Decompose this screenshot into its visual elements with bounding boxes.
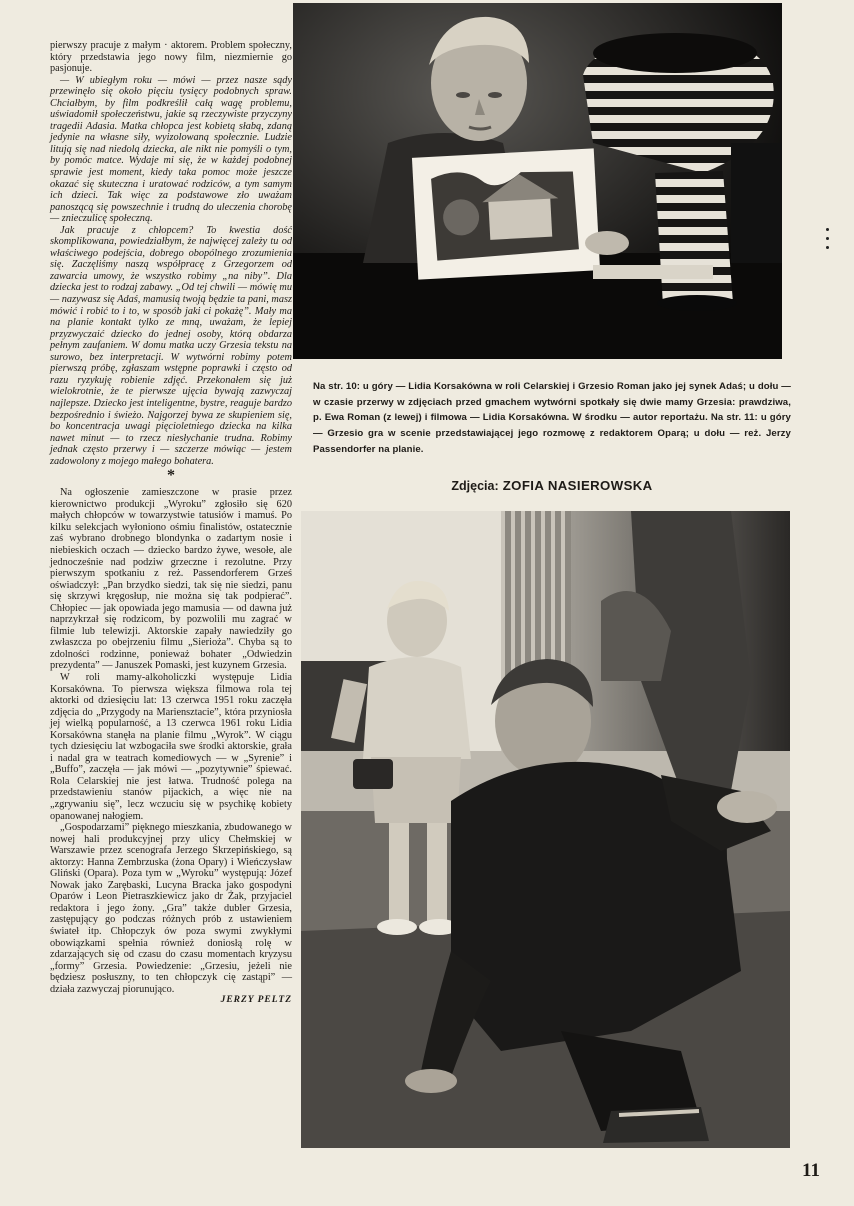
photo-boy-with-drawing [293,3,782,359]
photo-credit-label: Zdjęcia: [451,479,499,493]
article-paragraph: „Gospodarzami” pięknego mieszkania, zbudowanego w nowej hali produkcyjnej przy ulicy Chełmskiej w Warszawie przez scenografa Jerzego Skrzepińskiego, są aktorzy: Hanna Zembrzuska (żona Opary) i Wieńczysław Gliński (Opara). Poza tym w „Wyroku” występują: Józef Nowak jako Zarębaski, Lucyna Bracka jako gospodyni Oparów i Leon Pietraszkiewicz jako dr Żak, przyjaciel redaktora i jego żony. „Gra” także dubler Grzesia, zastępujący go podczas różnych prób z ustawieniem świateł itp. Chłopczyk ów poza swymi zwykłymi obowiązkami spełnia również doniosłą rolę w zdarzających się od czasu do czasu momentach kryzysu „formy” Grzesia. Powiedzenie: „Grzesiu, jeżeli nie będziesz posłuszny, to ten chłopczyk cię zastąpi” — działa zazwyczaj piorunująco. [50,822,292,995]
article-paragraph: pierwszy pracuje z małym · aktorem. Problem społeczny, który przedstawia jego nowy film, niezmiernie go pasjonuje. [50,40,292,75]
author-signature: JERZY PELTZ [220,995,292,1006]
article-paragraph: — W ubiegłym roku — mówi — przez nasze sądy przewinęło się około pięciu tysięcy podobnych spraw. Chciałbym, by film podkreślił całą wagę problemu, uświadomił społeczeństwu, jakie są rzeczywiste przyczyny tragedii Adasia. Matka chłopca jest kobietą słabą, zdaną jedynie na własne siły, wyizolowaną społecznie. Ludzie litują się nad niedolą dziecka, ale nikt nie pomyśli o tym, by pomóc matce. Wydaje mi się, że w każdej podobnej sprawie jest moment, kiedy taka pomoc może jeszcze okazać się skuteczna i uratować rodziców, a tym samym ich dzieci. Tak więc za podstawowe zło uważam panoszącą się powszechnie i trudną do uleczenia chorobę — znieczulicę społeczną. [50,74,292,225]
margin-marks [826,228,830,255]
section-separator: * [167,467,175,485]
photo-director-on-set [301,511,790,1148]
photo-credit-name: ZOFIA NASIEROWSKA [502,478,653,493]
page-number: 11 [802,1160,820,1181]
photo-credit [313,478,791,493]
article-paragraph: Jak pracuje z chłopcem? To kwestia dość skomplikowana, powiedziałbym, że najwięcej zależy tu od właściwego podejścia, dobrego obopólnego zrozumienia się. Zaczęliśmy naszą współpracę z Grzegorzem od zawarcia umowy, że wszystko robimy „na niby”. Dla dziecka jest to rodzaj zabawy. „Od tej chwili — mówię mu — nazywasz się Adaś, mamusią twoją będzie ta pani, masz mówić i robić to i to, w sposób jaki ci pokażę”. Mały ma na planie kontakt tylko ze mną, uważam, że lepiej przyzwyczaić dziecko do jednej osoby, którą obdarza pełnym zaufaniem. W domu matka uczy Grzesia tekstu na surowo, bez interpretacji. W wytwórni robimy potem pierwszą próbę, zgłaszam wstępne poprawki i często od razu ryzykuję robienie zdjęć. Przekonałem się już wielokrotnie, że te pierwsze ujęcia bywają zazwyczaj najlepsze. Dziecko jest inteligentne, bystre, reaguje bardzo bezpośrednio i świeżo. Najgorzej bywa ze skupieniem się, bo koncentracja uwagi pięcioletniego dziecka na kilka nawet minut — to rzecz niesłychanie trudna. Robimy jednak często przerwy i — szczerze mówiąc — jestem zadowolony z mojego małego bohatera. [50,224,292,467]
article-text-column [50,40,292,1007]
photo-caption: Na str. 10: u góry — Lidia Korsakówna w roli Celarskiej i Grzesio Roman jako jej synek Adaś; u dołu — w czasie przerwy w zdjęciach przed gmachem wytwórni spotkały się dwie mamy Grzesia: prawdziwa, p. Ewa Roman (z lewej) i filmowa — Lidia Korsakówna. W środku — autor reportażu. Na str. 11: u góry — Grzesio gra w scenie przedstawiającej jego rozmowę z redaktorem Oparą; u dołu — reż. Jerzy Passendorfer na planie. [313,381,791,455]
article-paragraph: W roli mamy-alkoholiczki występuje Lidia Korsakówna. To pierwsza większa filmowa rola tej aktorki od dziesięciu lat: 13 czerwca 1951 roku zaczęła zdjęcia do „Przygody na Mariensztacie”, która przyniosła jej wielką popularność, a 13 czerwca 1961 roku Lidia Korsakówna stanęła na planie filmu „Wyrok”. W ciągu tych dziesięciu lat wzbogaciła swe środki aktorskie, grała i nadal gra w teatrach komediowych — w „Syrenie” i „Buffo”, zaczęła — jak mówi — „pozytywnie” śpiewać. Rola Celarskiej nie jest łatwa. Trudność polega na przedstawieniu stanów pijackich, a więc nie na „zgrywaniu się”, lecz wczuciu się w psychikę kobiety opanowanej nałogiem. [50,671,292,822]
article-paragraph: Na ogłoszenie zamieszczone w prasie przez kierownictwo produkcji „Wyroku” zgłosiło się 620 małych chłopców w towarzystwie tatusiów i mamuś. Po kilku selekcjach wyłoniono ośmiu finalistów, ostatecznie zaś wybrano drobnego blondynka o zadartym nosie i niebieskich oczach — dziecko bardzo żywe, wesołe, ale jednocześnie nad podziw grzeczne i rezolutne. Przy pierwszym spotkaniu z reż. Passendorferem Grześ oświadczył: „Pan brzydko siedzi, tak się nie siedzi, panu się skrzywi kręgosłup, nie można się tak podpierać”. Chłopiec — jak opowiada jego mamusia — od dawna już naprzykrzał się rodzicom, by pozwolili mu zagrać w filmie lub telewizji. Aktorskie zapały nawiedziły go zwłaszcza po obejrzeniu filmu „Sieriożа”. Chyba są to zdolności rodzinne, ponieważ bohater „Odwiedzin prezydenta” — Januszek Pomaski, jest kuzynem Grzesia. [50,487,292,672]
